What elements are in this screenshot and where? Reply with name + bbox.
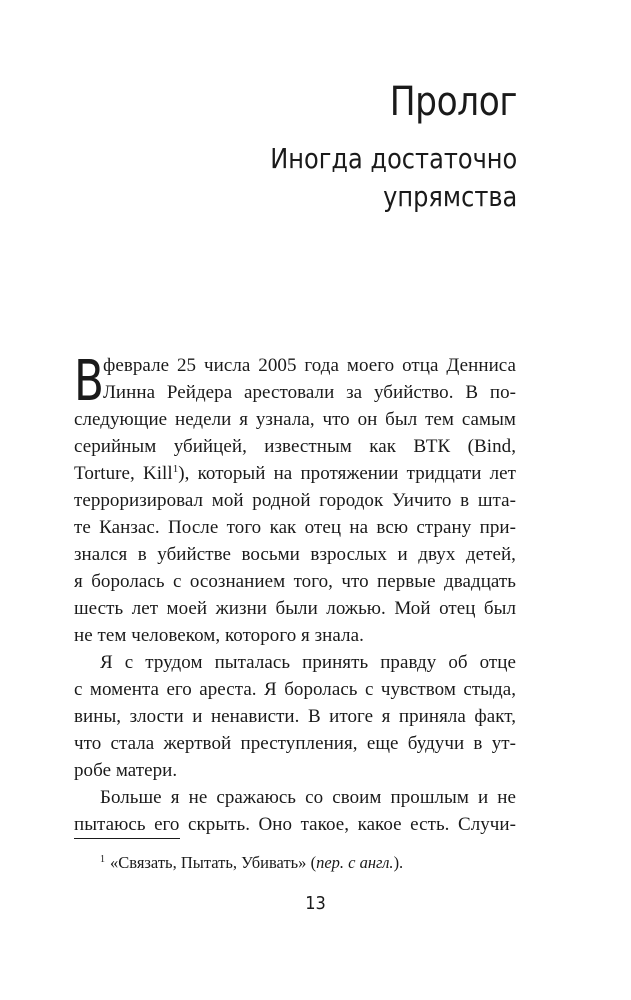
text-line: феврале 25 числа 2005 года моего отца Денниса xyxy=(103,355,516,376)
footnote-divider xyxy=(74,838,180,839)
drop-cap: В xyxy=(74,349,104,414)
footnote-source: пер. с англ. xyxy=(316,853,394,872)
footnote-marker: 1 xyxy=(100,854,105,865)
text-line: робе матери. xyxy=(74,760,178,781)
text-line: я боролась с осознанием того, что первые двадцать xyxy=(74,571,516,592)
footnote-ref[interactable]: 1 xyxy=(172,463,179,475)
text-line: терроризировал мой родной городок Уичито в шта- xyxy=(74,490,516,511)
text-line: шесть лет моей жизни были ложью. Мой отец был xyxy=(74,598,516,619)
text-line: знался в убийстве восьми взрослых и двух детей, xyxy=(74,544,516,565)
text-fragment: ), который на протяжении тридцати лет xyxy=(178,463,516,484)
text-line: Я с трудом пыталась принять правду об отце xyxy=(100,652,516,673)
text-line: следующие недели я узнала, что он был тем самым xyxy=(74,409,516,430)
text-line: Больше я не сражаюсь со своим прошлым и не xyxy=(100,787,516,808)
footnote-paren-open: ( xyxy=(306,853,317,872)
text-line: те Канзас. После того как отец на всю страну при- xyxy=(74,517,516,538)
footnote xyxy=(100,852,403,874)
chapter-subtitle xyxy=(270,140,517,216)
chapter-subtitle-line-1: Иногда достаточно xyxy=(269,142,517,175)
text-fragment: Torture, Kill xyxy=(74,463,173,484)
text-line: что стала жертвой преступления, еще будучи в ут- xyxy=(74,733,516,754)
text-line: серийным убийцей, известным как ВТК (Bind, xyxy=(74,436,516,457)
footnote-quote: «Связать, Пытать, Убивать» xyxy=(110,853,307,872)
text-line xyxy=(74,460,516,487)
chapter-subtitle-line-2: упрямства xyxy=(382,180,517,213)
text-line: Линна Рейдера арестовали за убийство. В по- xyxy=(103,382,516,403)
chapter-title: Пролог xyxy=(389,79,517,125)
text-line: с момента его ареста. Я боролась с чувством стыда, xyxy=(74,679,516,700)
text-line: вины, злости и ненависти. В итоге я приняла факт, xyxy=(74,706,516,727)
footnote-paren-close: ). xyxy=(393,853,404,872)
text-line: не тем человеком, которого я знала. xyxy=(74,625,364,646)
text-line: пытаюсь его скрыть. Оно такое, какое есть. Случи- xyxy=(74,814,516,835)
body-text xyxy=(74,349,516,838)
page-number: 13 xyxy=(305,893,326,914)
